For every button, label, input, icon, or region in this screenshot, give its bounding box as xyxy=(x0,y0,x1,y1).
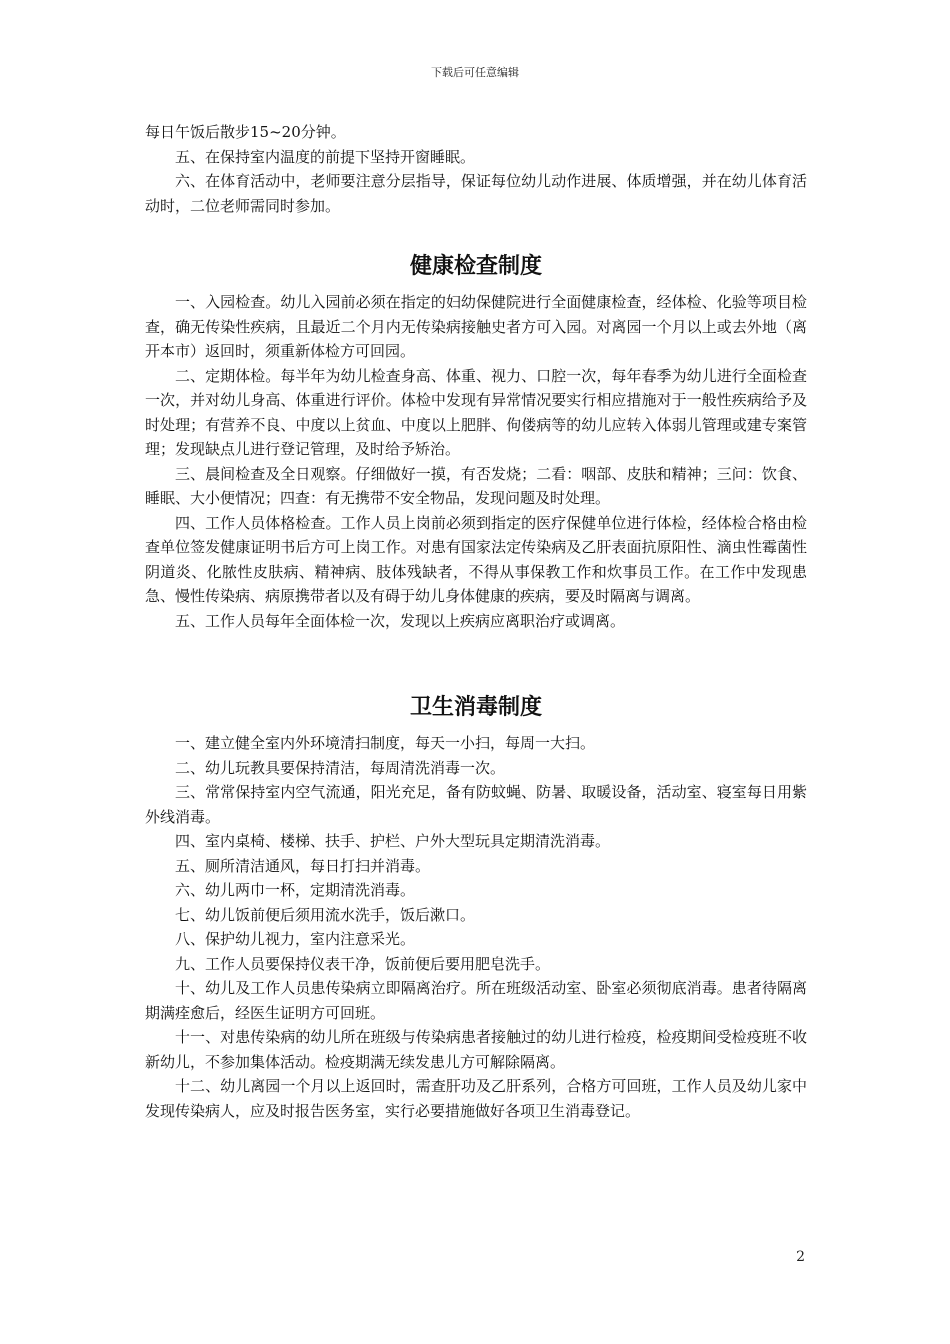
health-check-section xyxy=(145,252,807,633)
page-header: 下载后可任意编辑 xyxy=(431,66,519,79)
section-title-hygiene: 卫生消毒制度 xyxy=(409,695,542,720)
paragraph: 十二、幼儿离园一个月以上返回时，需查肝功及乙肝系列，合格方可回班，工作人员及幼儿家中发现传染病人，应及时报告医务室，实行必要措施做好各项卫生消毒登记。 xyxy=(145,1077,807,1120)
paragraph: 五、工作人员每年全面体检一次，发现以上疾病应离职治疗或调离。 xyxy=(175,611,626,630)
page-number: 2 xyxy=(796,1249,805,1265)
section-title-health-check: 健康检查制度 xyxy=(409,254,542,279)
paragraph: 七、幼儿饭前便后须用流水洗手，饭后漱口。 xyxy=(175,905,476,924)
paragraph: 六、幼儿两巾一杯，定期清洗消毒。 xyxy=(175,881,416,899)
paragraph: 四、工作人员体格检查。工作人员上岗前必须到指定的医疗保健单位进行体检，经体检合格由检查单位签发健康证明书后方可上岗工作。对患有国家法定传染病及乙肝表面抗原阳性、滴虫性霉菌性阴道炎、化脓性皮肤病、精神病、肢体残缺者，不得从事保教工作和炊事员工作。在工作中发现患急、慢性传染病、病原携带者以及有碍于幼儿身体健康的疾病，要及时隔离与调离。 xyxy=(145,513,807,605)
document-body xyxy=(145,120,807,1123)
paragraph: 五、厕所清洁通风，每日打扫并消毒。 xyxy=(175,856,431,875)
paragraph: 十、幼儿及工作人员患传染病立即隔离治疗。所在班级活动室、卧室必须彻底消毒。患者待隔离期满痊愈后，经医生证明方可回班。 xyxy=(145,979,807,1022)
paragraph: 二、幼儿玩教具要保持清洁，每周清洗消毒一次。 xyxy=(175,758,506,777)
intro-section xyxy=(145,120,807,218)
paragraph: 九、工作人员要保持仪表干净，饭前便后要用肥皂洗手。 xyxy=(175,954,551,973)
paragraph: 每日午饭后散步15~20分钟。 xyxy=(145,123,346,141)
paragraph: 八、保护幼儿视力，室内注意采光。 xyxy=(175,930,416,948)
paragraph: 四、室内桌椅、楼梯、扶手、护栏、户外大型玩具定期清洗消毒。 xyxy=(175,832,611,850)
paragraph: 三、晨间检查及全日观察。仔细做好一摸，有否发烧；二看：咽部、皮肤和精神；三问：饮食、睡眠、大小便情况；四查：有无携带不安全物品，发现问题及时处理。 xyxy=(145,464,807,507)
paragraph: 三、常常保持室内空气流通，阳光充足，备有防蚊蝇、防暑、取暖设备，活动室、寝室每日用紫外线消毒。 xyxy=(145,783,807,826)
paragraph: 五、在保持室内温度的前提下坚持开窗睡眠。 xyxy=(175,147,476,166)
paragraph: 一、入园检查。幼儿入园前必须在指定的妇幼保健院进行全面健康检查，经体检、化验等项目检查，确无传染性疾病，且最近二个月内无传染病接触史者方可入园。对离园一个月以上或去外地（离开本市）返回时，须重新体检方可回园。 xyxy=(145,293,807,360)
paragraph: 六、在体育活动中，老师要注意分层指导，保证每位幼儿动作进展、体质增强，并在幼儿体育活动时，二位老师需同时参加。 xyxy=(145,172,807,215)
hygiene-disinfection-section xyxy=(145,693,807,1123)
paragraph: 十一、对患传染病的幼儿所在班级与传染病患者接触过的幼儿进行检疫，检疫期间受检疫班不收新幼儿，不参加集体活动。检疫期满无续发患儿方可解除隔离。 xyxy=(145,1028,807,1071)
paragraph: 二、定期体检。每半年为幼儿检查身高、体重、视力、口腔一次，每年春季为幼儿进行全面检查一次，并对幼儿身高、体重进行评价。体检中发现有异常情况要实行相应措施对于一般性疾病给予及时处理；有营养不良、中度以上贫血、中度以上肥胖、佝偻病等的幼儿应转入体弱儿管理或建专案管理；发现缺点儿进行登记管理，及时给予矫治。 xyxy=(145,366,807,458)
paragraph: 一、建立健全室内外环境清扫制度，每天一小扫，每周一大扫。 xyxy=(175,734,596,752)
